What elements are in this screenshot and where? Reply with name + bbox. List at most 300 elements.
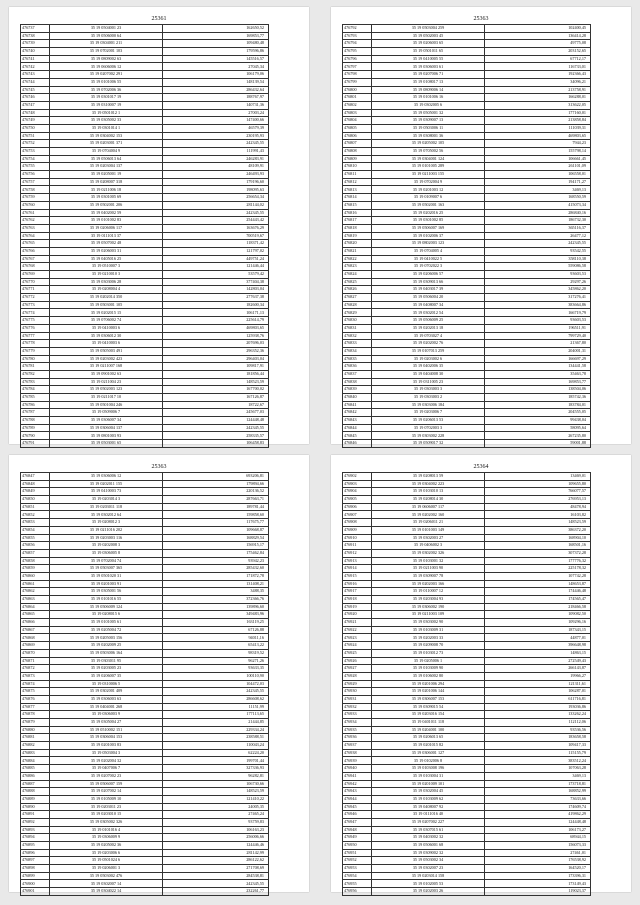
row-number-cell: 476758 [21, 186, 50, 194]
value-cell: 99438,04 [485, 417, 591, 425]
cadastral-number-cell: 35 19 0308001 36 [372, 132, 485, 140]
cadastral-number-cell: 35 19 0410003 73 [50, 488, 163, 496]
cadastral-number-cell: 35 19 0203016 154 [372, 711, 485, 719]
row-number-cell: 476801 [343, 94, 372, 102]
row-number-cell: 476854 [21, 526, 50, 534]
cadastral-number-cell: 35 19 0101006 55 [50, 78, 163, 86]
row-number-cell: 476892 [21, 818, 50, 826]
cadastral-number-cell: 35 19 0303006 28 [50, 278, 163, 286]
row-number-cell: 476931 [343, 695, 372, 703]
table-row [21, 148, 269, 156]
row-number-cell: 476842 [343, 409, 372, 417]
cadastral-number-cell: 35 19 0410003 6 [50, 340, 163, 348]
cadastral-number-cell: 35 19 0410022 5 [372, 255, 485, 263]
table-row [343, 657, 591, 665]
cadastral-number-cell: 35 19 0305002 326 [50, 818, 163, 826]
cadastral-table [342, 24, 591, 448]
table-row [21, 580, 269, 588]
row-number-cell: 476768 [21, 263, 50, 271]
cadastral-number-cell: 35 19 0202002 76 [372, 340, 485, 348]
row-number-cell: 476858 [21, 557, 50, 565]
row-number-cell: 476938 [343, 749, 372, 757]
row-number-cell: 476924 [343, 642, 372, 650]
cadastral-number-cell: 35 19 0202003 166 [372, 580, 485, 588]
cadastral-number-cell: 35 19 0103008 196 [372, 765, 485, 773]
table-row [343, 588, 591, 596]
cadastral-number-cell: 35 19 0101016 4 [50, 826, 163, 834]
cadastral-number-cell: 35 19 0702001 103 [50, 48, 163, 56]
cadastral-number-cell: 35 19 0205006 1 [372, 657, 485, 665]
table-row [343, 580, 591, 588]
value-cell: 131408,21 [163, 580, 269, 588]
cadastral-number-cell: 35 19 0205003 156 [50, 634, 163, 642]
table-row [343, 278, 591, 286]
value-cell: 67712,17 [485, 55, 591, 63]
cadastral-number-cell: 35 19 0702022 3 [372, 263, 485, 271]
value-cell: 174446,48 [485, 588, 591, 596]
table-row [21, 140, 269, 148]
row-number-cell: 476934 [343, 719, 372, 727]
cadastral-number-cell: 35 19 0202003 33 [372, 634, 485, 642]
value-cell: 11151,99 [163, 703, 269, 711]
row-number-cell: 476950 [343, 842, 372, 850]
row-number-cell: 476883 [21, 749, 50, 757]
value-cell: 181856,44 [163, 370, 269, 378]
table-row [21, 749, 269, 757]
value-cell: 124448,48 [163, 417, 269, 425]
cadastral-number-cell: 35 19 0305004 27 [50, 719, 163, 727]
table-row [21, 842, 269, 850]
row-number-cell: 476802 [343, 101, 372, 109]
value-cell: 168904,10 [485, 534, 591, 542]
row-number-cell: 476840 [343, 394, 372, 402]
value-cell: 196511,91 [485, 324, 591, 332]
value-cell: 286608,62 [163, 695, 269, 703]
row-number-cell: 476832 [343, 332, 372, 340]
value-cell: 107742,28 [485, 572, 591, 580]
cadastral-number-cell: 35 19 0202013 18 [372, 324, 485, 332]
row-number-cell: 476862 [21, 588, 50, 596]
cadastral-table [20, 24, 269, 448]
value-cell: 285432,60 [163, 565, 269, 573]
table-row [343, 811, 591, 819]
table-row [343, 71, 591, 79]
table-row [343, 888, 591, 896]
table-row [343, 734, 591, 742]
cadastral-number-cell: 35 19 0401011 118 [372, 719, 485, 727]
value-cell: 109668,87 [163, 526, 269, 534]
row-number-cell: 476956 [343, 888, 372, 896]
cadastral-number-cell: 35 19 0101003 149 [372, 526, 485, 534]
table-row [343, 417, 591, 425]
row-number-cell: 476859 [21, 565, 50, 573]
cadastral-number-cell: 35 19 0202009 25 [50, 642, 163, 650]
value-cell: 286432,64 [163, 86, 269, 94]
row-number-cell: 476851 [21, 503, 50, 511]
row-number-cell: 476739 [21, 40, 50, 48]
value-cell: 168829,54 [163, 534, 269, 542]
value-cell: 104472,03 [163, 680, 269, 688]
table-row [21, 378, 269, 386]
table-row [21, 657, 269, 665]
row-number-cell: 476955 [343, 880, 372, 888]
cadastral-number-cell: 35 19 0306003 63 [50, 695, 163, 703]
row-number-cell: 476942 [343, 780, 372, 788]
table-row [343, 857, 591, 865]
value-cell: 799729,40 [485, 332, 591, 340]
row-number-cell: 476925 [343, 649, 372, 657]
row-number-cell: 476897 [21, 857, 50, 865]
table-row [343, 63, 591, 71]
value-cell: 3469,13 [485, 186, 591, 194]
row-number-cell: 476811 [343, 171, 372, 179]
row-number-cell: 476954 [343, 872, 372, 880]
value-cell: 106179,06 [163, 71, 269, 79]
table-row [21, 734, 269, 742]
cadastral-number-cell: 35 19 0704005 4 [372, 247, 485, 255]
value-cell: 469803,65 [163, 324, 269, 332]
cadastral-number-cell: 35 19 0506000 64 [50, 32, 163, 40]
value-cell: 242345,55 [163, 140, 269, 148]
value-cell: 229334,24 [163, 726, 269, 734]
cadastral-number-cell: 35 19 0501024 6 [50, 857, 163, 865]
table-row [21, 171, 269, 179]
value-cell: 232261,77 [163, 888, 269, 896]
row-number-cell: 476798 [343, 71, 372, 79]
value-cell: 189781,44 [163, 503, 269, 511]
cadastral-number-cell: 35 19 0801003 93 [50, 432, 163, 440]
row-number-cell: 476833 [343, 340, 372, 348]
table-row [21, 301, 269, 309]
row-number-cell: 476907 [343, 511, 372, 519]
cadastral-number-cell: 35 19 0206013 65 [372, 734, 485, 742]
row-number-cell: 476844 [343, 424, 372, 432]
value-cell: 109655,80 [485, 480, 591, 488]
table-row [343, 370, 591, 378]
value-cell: 139896,60 [163, 603, 269, 611]
cadastral-number-cell: 35 19 0306004 137 [50, 424, 163, 432]
value-cell: 133262,24 [485, 711, 591, 719]
cadastral-number-cell: 35 19 0304001 124 [372, 155, 485, 163]
table-row [343, 117, 591, 125]
value-cell: 136414,28 [485, 32, 591, 40]
value-cell: 106558,01 [485, 171, 591, 179]
cadastral-number-cell: 35 19 0202003 26 [372, 888, 485, 896]
table-row [343, 32, 591, 40]
value-cell: 245677,03 [163, 409, 269, 417]
cadastral-number-cell: 35 19 0702004 74 [50, 557, 163, 565]
value-cell: 134441,58 [485, 363, 591, 371]
table-row [21, 155, 269, 163]
row-number-cell: 476920 [343, 611, 372, 619]
cadastral-number-cell: 35 19 0309002 32 [372, 849, 485, 857]
table-row [343, 572, 591, 580]
cadastral-number-cell: 35 19 0407006 7 [50, 765, 163, 773]
cadastral-number-cell: 35 19 0203005 23 [50, 665, 163, 673]
row-number-cell: 476796 [343, 55, 372, 63]
cadastral-number-cell: 35 19 0303002 228 [372, 432, 485, 440]
cadastral-number-cell: 35 19 0208012 3 [50, 519, 163, 527]
table-row [343, 688, 591, 696]
value-cell: 93633,35 [163, 665, 269, 673]
row-number-cell: 476910 [343, 534, 372, 542]
row-number-cell: 476777 [21, 332, 50, 340]
cadastral-number-cell: 35 19 0503004 3 [50, 749, 163, 757]
cadastral-number-cell: 35 19 0302001 409 [50, 688, 163, 696]
value-cell: 121446,44 [163, 263, 269, 271]
row-number-cell: 476820 [343, 240, 372, 248]
value-cell: 182600,34 [163, 301, 269, 309]
value-cell: 193036,86 [485, 703, 591, 711]
row-number-cell: 476788 [21, 417, 50, 425]
value-cell: 34096,21 [485, 78, 591, 86]
cadastral-number-cell: 35 19 0606006 12 [50, 63, 163, 71]
row-number-cell: 476799 [343, 78, 372, 86]
row-number-cell: 476809 [343, 155, 372, 163]
table-row [343, 78, 591, 86]
value-cell: 242345,55 [163, 880, 269, 888]
cadastral-number-cell: 35 19 0506013 64 [50, 155, 163, 163]
table-row [343, 294, 591, 302]
cadastral-number-cell: 35 19 0311005 23 [372, 378, 485, 386]
row-number-cell: 476841 [343, 401, 372, 409]
cadastral-number-cell: 35 19 0501011 65 [372, 48, 485, 56]
value-cell: 277637,38 [163, 294, 269, 302]
row-number-cell: 476929 [343, 680, 372, 688]
value-cell: 125938,76 [163, 332, 269, 340]
value-cell: 183658,58 [485, 734, 591, 742]
row-number-cell: 476927 [343, 665, 372, 673]
value-cell: 396648,98 [485, 642, 591, 650]
table-row [21, 534, 269, 542]
table-row [343, 619, 591, 627]
cadastral-number-cell: 35 19 0302012 64 [50, 511, 163, 519]
value-cell: 147400,66 [163, 117, 269, 125]
value-cell: 106171,13 [163, 309, 269, 317]
row-number-cell: 476901 [21, 888, 50, 896]
cadastral-number-cell: 35 19 0503006 164 [50, 649, 163, 657]
row-number-cell: 476885 [21, 765, 50, 773]
row-number-cell: 476952 [343, 857, 372, 865]
value-cell: 171872,78 [163, 572, 269, 580]
table-row [21, 603, 269, 611]
row-number-cell: 476909 [343, 526, 372, 534]
row-number-cell: 476896 [21, 849, 50, 857]
table-row [343, 332, 591, 340]
row-number-cell: 476769 [21, 271, 50, 279]
table-row [343, 749, 591, 757]
cadastral-number-cell: 35 19 0205004 72 [50, 626, 163, 634]
table-row [343, 178, 591, 186]
value-cell: 162650,52 [163, 25, 269, 33]
row-number-cell: 476803 [343, 109, 372, 117]
cadastral-number-cell: 35 19 0203004 137 [50, 163, 163, 171]
value-cell: 766077,57 [485, 488, 591, 496]
value-cell: 93759,83 [163, 818, 269, 826]
row-number-cell: 476759 [21, 194, 50, 202]
cadastral-number-cell: 35 19 0206003 31 [50, 247, 163, 255]
cadastral-table [20, 472, 269, 896]
cadastral-number-cell: 35 19 0503001 65 [50, 440, 163, 448]
cadastral-number-cell: 35 19 0210010 3 [50, 271, 163, 279]
cadastral-number-cell: 35 19 0306009 9 [50, 834, 163, 842]
page-title: 25363 [151, 464, 167, 470]
row-number-cell: 476754 [21, 155, 50, 163]
value-cell: 415073,34 [485, 201, 591, 209]
value-cell: 107063,28 [485, 765, 591, 773]
row-number-cell: 476911 [343, 542, 372, 550]
cadastral-number-cell: 35 19 0103004 31 [372, 772, 485, 780]
row-number-cell: 476760 [21, 201, 50, 209]
value-cell: 18722,67 [163, 401, 269, 409]
table-row [21, 48, 269, 56]
table-row [21, 788, 269, 796]
cadastral-number-cell: 35 19 0703027 4 [372, 332, 485, 340]
cadastral-number-cell: 35 19 0310006 5 [50, 680, 163, 688]
table-row [343, 201, 591, 209]
row-number-cell: 476923 [343, 634, 372, 642]
row-number-cell: 476898 [21, 865, 50, 873]
cadastral-number-cell: 35 19 0203003 116 [50, 534, 163, 542]
value-cell: 100110,90 [163, 672, 269, 680]
value-cell: 106287,01 [485, 688, 591, 696]
row-number-cell: 476746 [21, 94, 50, 102]
value-cell: 21444,85 [163, 719, 269, 727]
table-row [21, 849, 269, 857]
cadastral-number-cell: 35 19 0203002 423 [50, 355, 163, 363]
table-row [21, 880, 269, 888]
value-cell: 177776,32 [485, 557, 591, 565]
value-cell: 62224,20 [163, 749, 269, 757]
table-row [21, 865, 269, 873]
row-number-cell: 476915 [343, 572, 372, 580]
value-cell: 176538,92 [485, 857, 591, 865]
table-row [343, 765, 591, 773]
value-cell: 156073,33 [485, 842, 591, 850]
row-number-cell: 476888 [21, 788, 50, 796]
row-number-cell: 476873 [21, 672, 50, 680]
cadastral-number-cell: 35 19 0706002 74 [50, 317, 163, 325]
value-cell: 68944,15 [485, 834, 591, 842]
row-number-cell: 476791 [21, 440, 50, 448]
table-row [21, 247, 269, 255]
row-number-cell: 476766 [21, 247, 50, 255]
row-number-cell: 476756 [21, 171, 50, 179]
cadastral-number-cell: 35 19 0306012 30 [50, 332, 163, 340]
row-number-cell: 476899 [21, 872, 50, 880]
row-number-cell: 476773 [21, 301, 50, 309]
table-row [343, 48, 591, 56]
table-row [343, 309, 591, 317]
row-number-cell: 476783 [21, 378, 50, 386]
row-number-cell: 476795 [343, 48, 372, 56]
cadastral-number-cell: 35 19 0503007 365 [50, 565, 163, 573]
row-number-cell: 476894 [21, 834, 50, 842]
cadastral-number-cell: 35 19 0502003 123 [50, 386, 163, 394]
table-row [343, 703, 591, 711]
cadastral-number-cell: 35 19 0205002 105 [372, 140, 485, 148]
value-cell: 286122,62 [163, 857, 269, 865]
table-row [343, 324, 591, 332]
cadastral-number-cell: 35 19 0103010 13 [372, 488, 485, 496]
cadastral-number-cell: 35 19 0103009 90 [372, 665, 485, 673]
value-cell: 124446,46 [163, 842, 269, 850]
value-cell: 225614,79 [163, 317, 269, 325]
value-cell: 7944,23 [485, 140, 591, 148]
table-row [21, 826, 269, 834]
value-cell: 266143,87 [485, 665, 591, 673]
value-cell: 167126,87 [163, 394, 269, 402]
table-row [21, 634, 269, 642]
cadastral-number-cell: 35 19 0203010 15 [50, 811, 163, 819]
table-row [343, 780, 591, 788]
row-number-cell: 476751 [21, 132, 50, 140]
value-cell: 29297,26 [485, 278, 591, 286]
table-row [343, 363, 591, 371]
table-row [343, 526, 591, 534]
cadastral-number-cell: 35 19 0302002 326 [372, 549, 485, 557]
page-title: 25363 [473, 16, 489, 22]
row-number-cell: 476792 [343, 25, 372, 33]
table-row [343, 788, 591, 796]
value-cell: 53579,42 [163, 271, 269, 279]
cadastral-number-cell: 35 19 0309007 13 [372, 117, 485, 125]
cadastral-number-cell: 35 19 0306006 12 [50, 473, 163, 481]
value-cell: 93542,55 [485, 247, 591, 255]
table-row [21, 201, 269, 209]
row-number-cell: 476848 [21, 480, 50, 488]
value-cell: 121797,02 [163, 247, 269, 255]
cadastral-number-cell: 35 19 0503006 11 [372, 124, 485, 132]
row-number-cell: 476829 [343, 309, 372, 317]
cadastral-number-cell: 35 19 0502001 206 [50, 201, 163, 209]
cadastral-number-cell: 35 19 0501012 1 [50, 109, 163, 117]
value-cell: 272549,43 [485, 657, 591, 665]
table-row [343, 140, 591, 148]
table-row [343, 680, 591, 688]
document-page-4 [331, 455, 631, 892]
row-number-cell: 476837 [343, 370, 372, 378]
value-cell: 106173,27 [485, 826, 591, 834]
row-number-cell: 476767 [21, 255, 50, 263]
table-row [21, 857, 269, 865]
cadastral-number-cell: 35 19 0809006 14 [372, 86, 485, 94]
cadastral-number-cell: 35 19 0310007 19 [50, 101, 163, 109]
row-number-cell: 476748 [21, 109, 50, 117]
value-cell: 281144,02 [163, 201, 269, 209]
row-number-cell: 476771 [21, 286, 50, 294]
table-row [21, 78, 269, 86]
table-row [343, 432, 591, 440]
cadastral-number-cell: 35 19 0503002 34 [372, 857, 485, 865]
cadastral-number-cell: 35 19 0306002 190 [372, 603, 485, 611]
row-number-cell: 476847 [21, 473, 50, 481]
table-row [21, 86, 269, 94]
value-cell: 204001,31 [485, 347, 591, 355]
table-row [343, 94, 591, 102]
cadastral-number-cell: 35 19 0206003 65 [372, 40, 485, 48]
row-number-cell: 476889 [21, 795, 50, 803]
value-cell: 67126,88 [163, 626, 269, 634]
cadastral-number-cell: 35 19 0110007 12 [372, 588, 485, 596]
value-cell: 174565,47 [485, 596, 591, 604]
value-cell: 246493,93 [163, 171, 269, 179]
row-number-cell: 476765 [21, 240, 50, 248]
cadastral-number-cell: 35 19 0302012 54 [372, 309, 485, 317]
cadastral-number-cell: 35 19 0202015 15 [50, 309, 163, 317]
row-number-cell: 476819 [343, 232, 372, 240]
cadastral-number-cell: 35 19 0207002 291 [50, 71, 163, 79]
